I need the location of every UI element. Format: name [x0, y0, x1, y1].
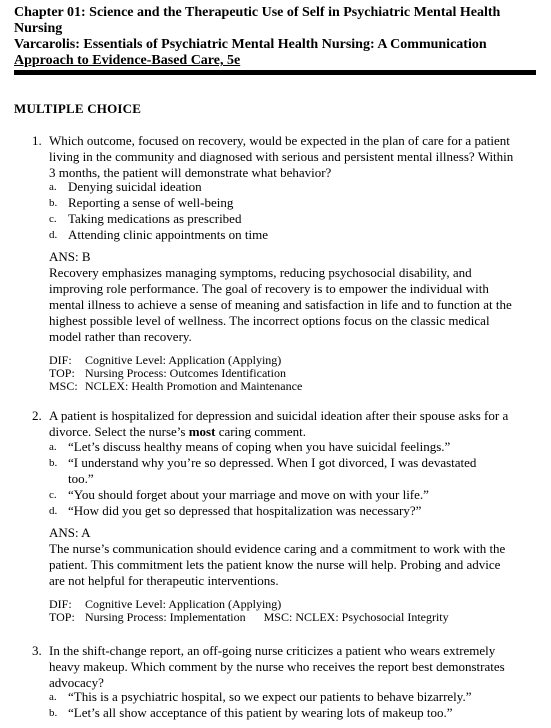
option-letter: c.: [49, 213, 57, 225]
answer: ANS: B: [49, 249, 91, 264]
rationale-line: Recovery emphasizes managing symptoms, reducing psychosocial disability, and: [49, 265, 472, 280]
dif-label: DIF:: [49, 597, 72, 611]
option-letter: d.: [49, 505, 58, 517]
question-metadata: [49, 354, 529, 393]
rationale-line: mental illness to achieve a sense of meaning and satisfaction in life and to function at the: [49, 297, 512, 312]
section-title: MULTIPLE CHOICE: [14, 101, 142, 116]
book-title-line-2: Approach to Evidence-Based Care, 5e: [14, 53, 241, 68]
option-line: too.”: [68, 471, 94, 486]
option-letter: a.: [49, 441, 57, 453]
question-number: 1.: [32, 133, 42, 148]
option-letter: d.: [49, 229, 58, 241]
option-text: “This is a psychiatric hospital, so we expect our patients to behave bizarrely.”: [68, 689, 472, 704]
option-letter: b.: [49, 707, 58, 719]
option-text: “Let’s all show acceptance of this patient by wearing lots of makeup too.”: [68, 705, 453, 720]
dif-value: Cognitive Level: Application (Applying): [85, 353, 282, 367]
top-value: Nursing Process: Outcomes Identification: [85, 366, 286, 380]
top-value: Nursing Process: Implementation: [85, 610, 246, 624]
option-text: Denying suicidal ideation: [68, 179, 202, 194]
question-number: 3.: [32, 643, 42, 658]
top-label: TOP:: [49, 366, 75, 380]
book-title-line-1: Varcarolis: Essentials of Psychiatric Mental Health Nursing: A Communication: [14, 37, 487, 52]
answer: ANS: A: [49, 525, 91, 540]
option-text: “How did you get so depressed that hospitalization was necessary?”: [68, 503, 422, 518]
rationale-line: patient. This commitment lets the patient know the nurse will help. Probing and advice: [49, 557, 501, 572]
rationale-line: model rather than recovery.: [49, 329, 192, 344]
rationale-line: are not helpful for therapeutic interventions.: [49, 573, 279, 588]
chapter-title-line-1: Chapter 01: Science and the Therapeutic Use of Self in Psychiatric Mental Health: [14, 5, 501, 20]
stem-line: In the shift-change report, an off-going nurse criticizes a patient who wears extremely: [49, 643, 496, 658]
rationale-line: The nurse’s communication should evidence caring and a commitment to work with the: [49, 541, 506, 556]
document-header: [14, 5, 534, 69]
msc-value: NCLEX: Psychosocial Integrity: [295, 610, 449, 624]
stem-line: A patient is hospitalized for depression and suicidal ideation after their spouse asks for a: [49, 408, 509, 423]
stem-line: heavy makeup. Which comment by the nurse who receives the report best demonstrates: [49, 659, 505, 674]
stem-emphasis: most: [188, 424, 216, 439]
stem-line: [49, 424, 529, 440]
option-letter: b.: [49, 457, 58, 469]
rationale-line: improving role performance. The goal of recovery is to empower the individual with: [49, 281, 489, 296]
option-text: Reporting a sense of well-being: [68, 195, 234, 210]
stem-line: advocacy?: [49, 675, 104, 690]
option-letter: a.: [49, 691, 57, 703]
stem-line: living in the community and diagnosed with serious and persistent mental illness? Within: [49, 149, 514, 164]
question-stem: [49, 643, 529, 691]
option-text: Taking medications as prescribed: [68, 211, 242, 226]
msc-value: NCLEX: Health Promotion and Maintenance: [85, 379, 303, 393]
msc-row: [49, 380, 529, 393]
option-text: Attending clinic appointments on time: [68, 227, 269, 242]
header-rule: [14, 70, 536, 75]
rationale: [49, 541, 529, 589]
question-stem: [49, 133, 529, 181]
msc-label: MSC:: [263, 610, 293, 624]
option-letter: c.: [49, 489, 57, 501]
rationale-line: highest possible level of wellness. The incorrect options focus on the classic medical: [49, 313, 490, 328]
option-letter: b.: [49, 197, 58, 209]
option-text: “Let’s discuss healthy means of coping when you have suicidal feelings.”: [68, 439, 451, 454]
chapter-title-line-2: Nursing: [14, 21, 63, 36]
dif-label: DIF:: [49, 353, 72, 367]
question-metadata: [49, 598, 529, 624]
stem-text: caring comment.: [215, 424, 307, 439]
stem-line: Which outcome, focused on recovery, would be expected in the plan of care for a patient: [49, 133, 510, 148]
msc-label: MSC:: [49, 379, 78, 393]
rationale: [49, 265, 529, 345]
option-text: “You should forget about your marriage and move on with your life.”: [68, 487, 429, 502]
stem-text: divorce. Select the nurse’s: [49, 424, 189, 439]
top-label: TOP:: [49, 610, 75, 624]
question-number: 2.: [32, 408, 42, 423]
option-letter: a.: [49, 181, 57, 193]
top-row: [49, 611, 529, 624]
stem-line: 3 months, the patient will demonstrate what behavior?: [49, 165, 332, 180]
question-stem: [49, 408, 529, 440]
dif-value: Cognitive Level: Application (Applying): [85, 597, 282, 611]
option-line: “I understand why you’re so depressed. When I got divorced, I was devastated: [68, 455, 477, 470]
option-text: [68, 455, 528, 487]
